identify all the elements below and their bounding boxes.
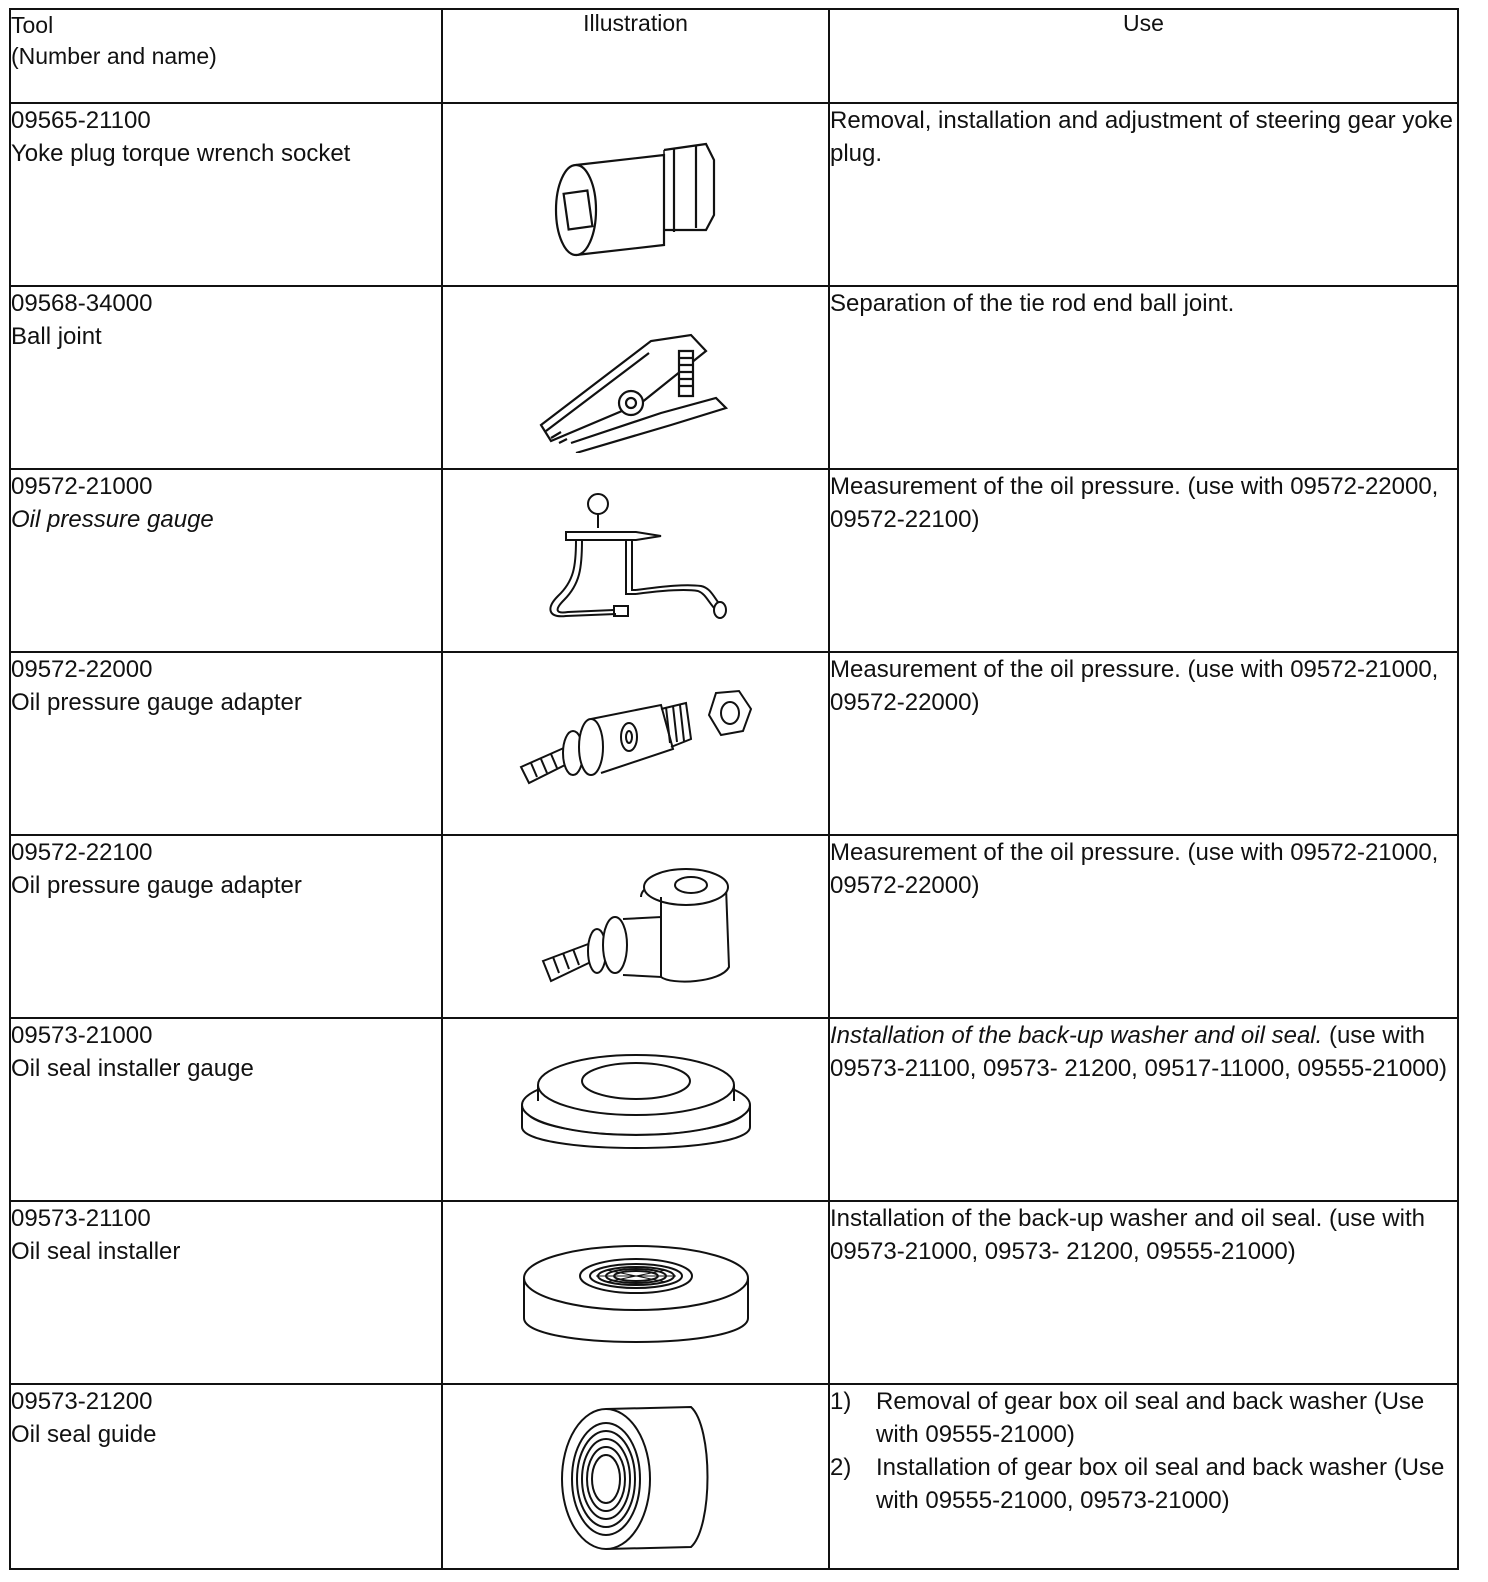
use-text: (use with 09573-21100, 09573- 21200, 09517-11000, 09555-21000) [830,1022,1447,1082]
header-illustration: Illustration [442,9,829,103]
use-cell: Removal, installation and adjustment of steering gear yoke plug. [829,103,1458,286]
illustration-cell [442,286,829,469]
gauge-adapter-icon [511,679,761,809]
header-tool [10,9,442,103]
illustration-cell [442,652,829,835]
tool-name: Oil pressure gauge adapter [11,872,302,899]
socket-icon [546,120,726,270]
table-row [10,1384,1458,1569]
use-italic-text: Installation of the back-up washer and oil seal. [830,1022,1323,1049]
table-row [10,286,1458,469]
header-row [10,9,1458,103]
table-row [10,469,1458,652]
header-tool-line2: (Number and name) [11,43,217,69]
use-cell: Separation of the tie rod end ball joint. [829,286,1458,469]
use-cell: Measurement of the oil pressure. (use with 09572-21000, 09572-22000) [829,835,1458,1018]
pressure-gauge-icon [536,486,736,636]
table-row [10,1018,1458,1201]
tool-name: Oil seal installer gauge [11,1055,254,1082]
header-use: Use [829,9,1458,103]
table-row [10,652,1458,835]
tool-name: Ball joint [11,323,102,350]
tool-cell [10,835,442,1018]
tool-number: 09565-21100 [11,107,151,134]
tool-number: 09573-21200 [11,1388,153,1415]
illustration-cell [442,469,829,652]
tool-number: 09572-21000 [11,473,153,500]
installer-gauge-icon [516,1045,756,1175]
tool-name: Yoke plug torque wrench socket [11,140,351,167]
tool-number: 09572-22000 [11,656,153,683]
special-tools-table [9,8,1459,1570]
oil-seal-installer-icon [516,1228,756,1358]
illustration-cell [442,1201,829,1384]
header-tool-line1: Tool [11,12,54,38]
list-item-number: 1) [830,1388,852,1415]
tool-cell [10,103,442,286]
tool-number: 09573-21100 [11,1205,151,1232]
banjo-adapter-icon [531,857,741,997]
use-cell [829,1018,1458,1201]
use-cell: Installation of the back-up washer and oil seal. (use with 09573-21000, 09573- 21200, 09555-21000) [829,1201,1458,1384]
illustration-cell [442,835,829,1018]
tool-name: Oil seal guide [11,1421,157,1448]
tool-number: 09573-21000 [11,1022,153,1049]
tool-cell [10,1201,442,1384]
tool-cell [10,1018,442,1201]
oil-seal-guide-icon [551,1397,721,1557]
table-row [10,1201,1458,1384]
tool-name: Oil pressure gauge adapter [11,689,302,716]
list-item-text: Installation of gear box oil seal and back washer (Use with 09555-21000, 09573-21000) [876,1454,1445,1514]
use-cell: Measurement of the oil pressure. (use with 09572-22000, 09572-22100) [829,469,1458,652]
list-item [830,1385,1457,1451]
use-cell: Measurement of the oil pressure. (use with 09572-21000, 09572-22000) [829,652,1458,835]
ball-joint-puller-icon [531,303,741,453]
illustration-cell [442,1018,829,1201]
tool-name: Oil seal installer [11,1238,181,1265]
list-item-text: Removal of gear box oil seal and back washer (Use with 09555-21000) [876,1388,1425,1448]
tool-cell [10,652,442,835]
illustration-cell [442,103,829,286]
table-row [10,835,1458,1018]
tool-number: 09568-34000 [11,290,153,317]
tool-cell [10,469,442,652]
use-list [830,1385,1457,1517]
list-item-number: 2) [830,1454,852,1481]
list-item [830,1451,1457,1517]
tool-cell [10,1384,442,1569]
tool-number: 09572-22100 [11,839,153,866]
table-row [10,103,1458,286]
illustration-cell [442,1384,829,1569]
tool-name: Oil pressure gauge [11,506,214,533]
use-cell [829,1384,1458,1569]
tool-cell [10,286,442,469]
